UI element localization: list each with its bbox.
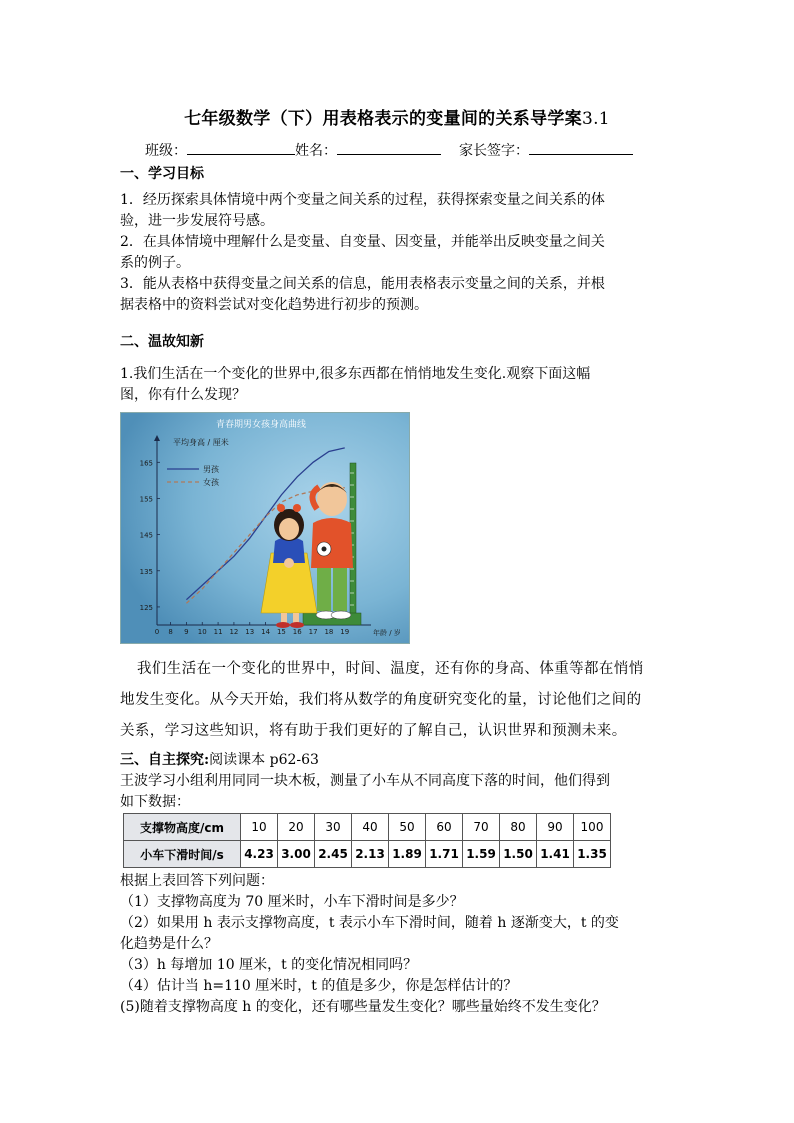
table-cell: 2.13 [352, 841, 389, 868]
y-tick-label: 135 [139, 567, 153, 576]
section3-heading: 三、自主探究: [120, 752, 210, 768]
table-cell: 1.89 [389, 841, 426, 868]
objective-line: 2．在具体情境中理解什么是变量、自变量、因变量，并能举出反映变量之间关 [120, 234, 605, 250]
objective-line: 3．能从表格中获得变量之间关系的信息，能用表格表示变量之间的关系，并根 [120, 276, 605, 292]
chart-svg [121, 413, 409, 643]
section3-intro-line: 如下数据： [120, 794, 190, 810]
table-cell: 50 [389, 814, 426, 841]
question1-line: 1.我们生活在一个变化的世界中,很多东西都在悄悄地发生变化.观察下面这幅 [120, 366, 591, 382]
table-cell: 80 [500, 814, 537, 841]
section3-intro-line: 王波学习小组利用同同一块木板，测量了小车从不同高度下落的时间，他们得到 [120, 773, 610, 789]
table-cell: 3.00 [278, 841, 315, 868]
x-tick-label: 8 [168, 628, 173, 636]
section3-note: 阅读课本 p62-63 [209, 752, 319, 768]
chart-title: 青春期男女孩身高曲线 [215, 420, 307, 430]
class-label: 班级： [145, 143, 187, 159]
intro-paragraph-line: 我们生活在一个变化的世界中，时间、温度，还有你的身高、体重等都在悄悄 [137, 661, 644, 677]
x-tick-label: 11 [213, 628, 223, 636]
data-table [123, 813, 611, 868]
y-axis-label: 平均身高 / 厘米 [173, 438, 229, 447]
table-header-time: 小车下滑时间/s [124, 841, 241, 868]
y-tick-label: 145 [139, 531, 153, 540]
x-tick-label: 14 [261, 628, 271, 636]
table-cell: 10 [241, 814, 278, 841]
table-row [124, 814, 611, 841]
x-tick-label: 13 [245, 628, 255, 636]
table-row [124, 841, 611, 868]
x-tick-label: 19 [340, 628, 350, 636]
intro-paragraph-line: 关系，学习这些知识，将有助于我们更好的了解自己，认识世界和预测未来。 [120, 723, 627, 739]
table-cell: 70 [463, 814, 500, 841]
table-cell: 1.71 [426, 841, 463, 868]
legend-boy-label: 男孩 [203, 465, 219, 474]
x-tick-label: 18 [324, 628, 334, 636]
objective-line: 1．经历探索具体情境中两个变量之间关系的过程，获得探索变量之间关系的体 [120, 192, 605, 208]
x-tick-label: 17 [308, 628, 318, 636]
x-tick-label: 0 [154, 628, 160, 636]
table-cell: 1.50 [500, 841, 537, 868]
table-cell: 1.41 [537, 841, 574, 868]
question-line: 化趋势是什么？ [120, 936, 218, 952]
section2-heading: 二、温故知新 [120, 334, 204, 350]
name-label: 姓名： [295, 143, 337, 159]
parent-signature-blank[interactable] [529, 140, 633, 155]
question-line: （2）如果用 h 表示支撑物高度，t 表示小车下滑时间，随着 h 逐渐变大，t 的变 [120, 915, 619, 931]
page-title [0, 104, 794, 129]
parent-signature-label: 家长签字： [459, 143, 529, 159]
table-cell: 4.23 [241, 841, 278, 868]
table-cell: 1.59 [463, 841, 500, 868]
question1-line: 图，你有什么发现？ [120, 387, 246, 403]
table-cell: 40 [352, 814, 389, 841]
table-cell: 30 [315, 814, 352, 841]
question-line: (5)随着支撑物高度 h 的变化，还有哪些量发生变化？哪些量始终不发生变化？ [120, 999, 606, 1015]
x-tick-label: 15 [276, 628, 286, 636]
question-line: （4）估计当 h=110 厘米时，t 的值是多少，你是怎样估计的？ [120, 978, 518, 994]
class-blank[interactable] [187, 140, 295, 155]
info-row [145, 140, 633, 161]
x-tick-label: 9 [184, 628, 189, 636]
y-tick-label: 155 [139, 495, 153, 504]
table-cell: 1.35 [574, 841, 611, 868]
name-blank[interactable] [337, 140, 441, 155]
section1-heading: 一、学习目标 [120, 166, 204, 182]
table-header-height: 支撑物高度/cm [124, 814, 241, 841]
objective-line: 据表格中的资料尝试对变化趋势进行初步的预测。 [120, 297, 428, 313]
intro-paragraph-line: 地发生变化。从今天开始，我们将从数学的角度研究变化的量，讨论他们之间的 [120, 692, 642, 708]
x-tick-label: 10 [197, 628, 207, 636]
title-main: 七年级数学（下）用表格表示的变量间的关系导学案 [184, 109, 582, 129]
x-axis-label: 年龄 / 岁 [373, 629, 401, 637]
questions-lead: 根据上表回答下列问题： [120, 873, 274, 889]
table-cell: 100 [574, 814, 611, 841]
y-tick-label: 125 [139, 603, 153, 612]
table-cell: 60 [426, 814, 463, 841]
objective-line: 验，进一步发展符号感。 [120, 213, 274, 229]
table-cell: 2.45 [315, 841, 352, 868]
table-cell: 90 [537, 814, 574, 841]
table-cell: 20 [278, 814, 315, 841]
question-line: （1）支撑物高度为 70 厘米时，小车下滑时间是多少？ [120, 894, 464, 910]
legend-girl-label: 女孩 [203, 478, 219, 487]
section3-heading-row [120, 750, 319, 770]
height-growth-chart [120, 412, 410, 644]
x-tick-label: 12 [229, 628, 239, 636]
objective-line: 系的例子。 [120, 255, 190, 271]
question-line: （3）h 每增加 10 厘米，t 的变化情况相同吗？ [120, 957, 418, 973]
title-version: 3.1 [581, 109, 610, 129]
y-tick-label: 165 [139, 459, 153, 468]
x-tick-label: 16 [292, 628, 302, 636]
